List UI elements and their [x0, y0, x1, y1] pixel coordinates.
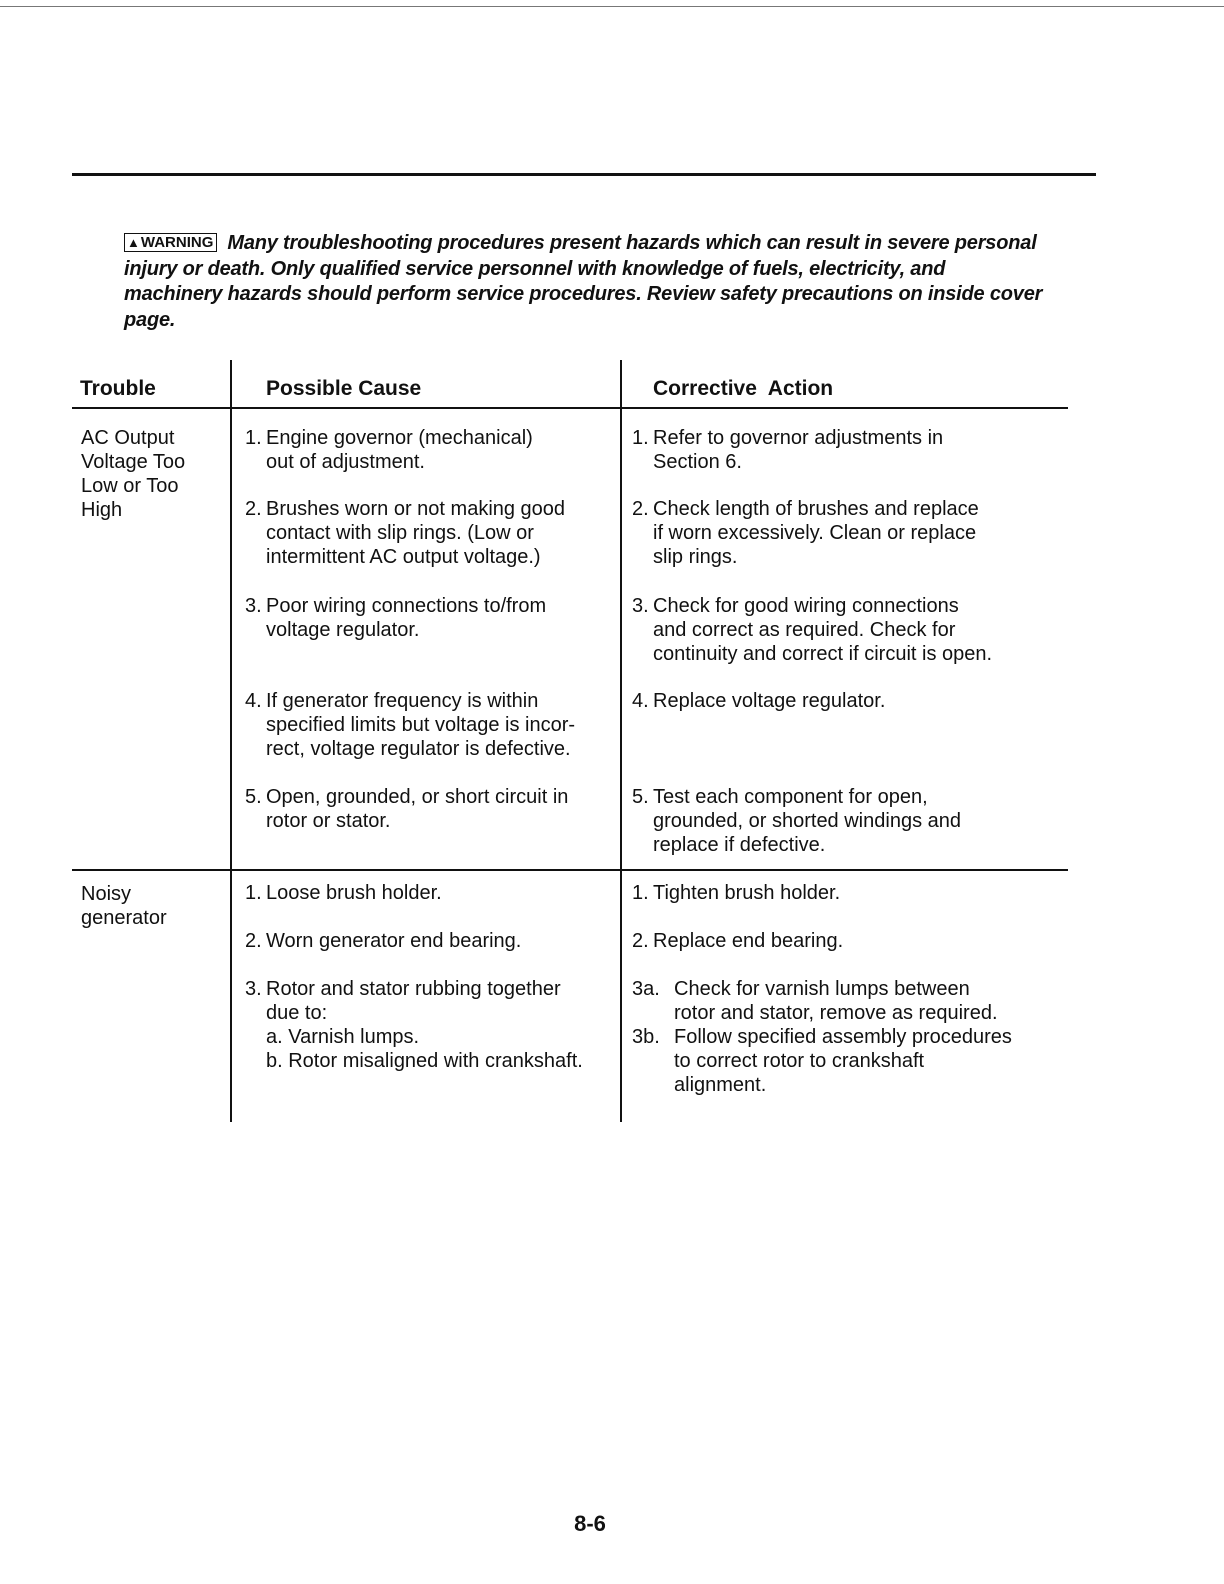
- cause-item: [245, 426, 533, 474]
- action-item: [632, 785, 961, 857]
- cause-text: Worn generator end bearing.: [266, 930, 522, 952]
- action-text: Test each component for open, grounded, or shorted windings and replace if defective.: [653, 786, 961, 856]
- cause-number: 3.: [245, 978, 262, 1000]
- cause-text: Loose brush holder.: [266, 882, 442, 904]
- action-number: 5.: [632, 786, 649, 808]
- action-text: Check length of brushes and replace if worn excessively. Clean or replace slip rings.: [653, 498, 979, 568]
- header-corrective-action: Corrective Action: [653, 377, 834, 400]
- table-group-rule: [72, 869, 1068, 871]
- action-text: Replace end bearing.: [653, 930, 844, 952]
- action-text: Check for varnish lumps between rotor and stator, remove as required.: [674, 978, 998, 1024]
- action-item: [632, 497, 979, 569]
- action-item: [632, 929, 843, 953]
- cause-number: 3.: [245, 595, 262, 617]
- cause-item: [245, 689, 575, 761]
- action-item: [632, 1025, 1012, 1097]
- scan-top-edge-rule: [0, 6, 1224, 7]
- action-number: 3a.: [632, 978, 660, 1000]
- cause-item: [245, 881, 442, 905]
- action-item: [632, 881, 840, 905]
- header-trouble: Trouble: [80, 377, 156, 400]
- action-text: Tighten brush holder.: [653, 882, 841, 904]
- action-item: [632, 594, 992, 666]
- action-number: 1.: [632, 882, 649, 904]
- trouble-noisy-generator: Noisy generator: [81, 883, 167, 929]
- cause-number: 2.: [245, 930, 262, 952]
- cause-text: Poor wiring connections to/from voltage regulator.: [266, 595, 547, 641]
- table-divider-cause-action: [620, 360, 622, 1122]
- cause-item: [245, 594, 546, 642]
- action-text: Replace voltage regulator.: [653, 690, 886, 712]
- action-item: [632, 426, 943, 474]
- cause-item: [245, 785, 568, 833]
- cause-text: Engine governor (mechanical) out of adjustment.: [266, 427, 533, 473]
- warning-block: [124, 231, 1044, 333]
- action-number: 3b.: [632, 1026, 660, 1048]
- action-text: Follow specified assembly procedures to correct rotor to crankshaft alignment.: [674, 1026, 1012, 1096]
- warning-badge-label: WARNING: [140, 234, 214, 251]
- cause-text: Brushes worn or not making good contact with slip rings. (Low or intermittent AC output voltage.): [266, 498, 566, 568]
- warning-text: Many troubleshooting procedures present hazards which can result in severe personal injury or death. Only qualified service personnel with knowledge of fuels, electricity, and machinery hazards should perform service procedures. Review safety precautions on inside cover page.: [124, 232, 1043, 331]
- trouble-ac-output-voltage: AC Output Voltage Too Low or Too High: [81, 427, 186, 521]
- cause-number: 2.: [245, 498, 262, 520]
- cause-number: 5.: [245, 786, 262, 808]
- warning-triangle-icon: ▲: [127, 235, 140, 250]
- cause-number: 1.: [245, 882, 262, 904]
- cause-text: Rotor and stator rubbing together due to: a. Varnish lumps. b. Rotor misaligned with crankshaft.: [266, 978, 583, 1072]
- cause-item: [245, 497, 565, 569]
- cause-item: [245, 929, 521, 953]
- warning-badge: [124, 233, 217, 252]
- action-text: Check for good wiring connections and correct as required. Check for continuity and correct if circuit is open.: [653, 595, 993, 665]
- cause-number: 1.: [245, 427, 262, 449]
- action-item: [632, 977, 998, 1025]
- action-item: [632, 689, 885, 713]
- action-number: 1.: [632, 427, 649, 449]
- header-possible-cause: Possible Cause: [266, 377, 422, 400]
- action-text: Refer to governor adjustments in Section 6.: [653, 427, 944, 473]
- action-number: 2.: [632, 930, 649, 952]
- cause-text: If generator frequency is within specified limits but voltage is incor- rect, voltage regulator is defective.: [266, 690, 576, 760]
- table-divider-trouble-cause: [230, 360, 232, 1122]
- header-rule: [72, 173, 1096, 176]
- cause-number: 4.: [245, 690, 262, 712]
- cause-text: Open, grounded, or short circuit in rotor or stator.: [266, 786, 569, 832]
- cause-item: [245, 977, 583, 1073]
- action-number: 3.: [632, 595, 649, 617]
- table-header-rule: [72, 407, 1068, 409]
- action-number: 4.: [632, 690, 649, 712]
- page-number: 8-6: [574, 1511, 606, 1536]
- action-number: 2.: [632, 498, 649, 520]
